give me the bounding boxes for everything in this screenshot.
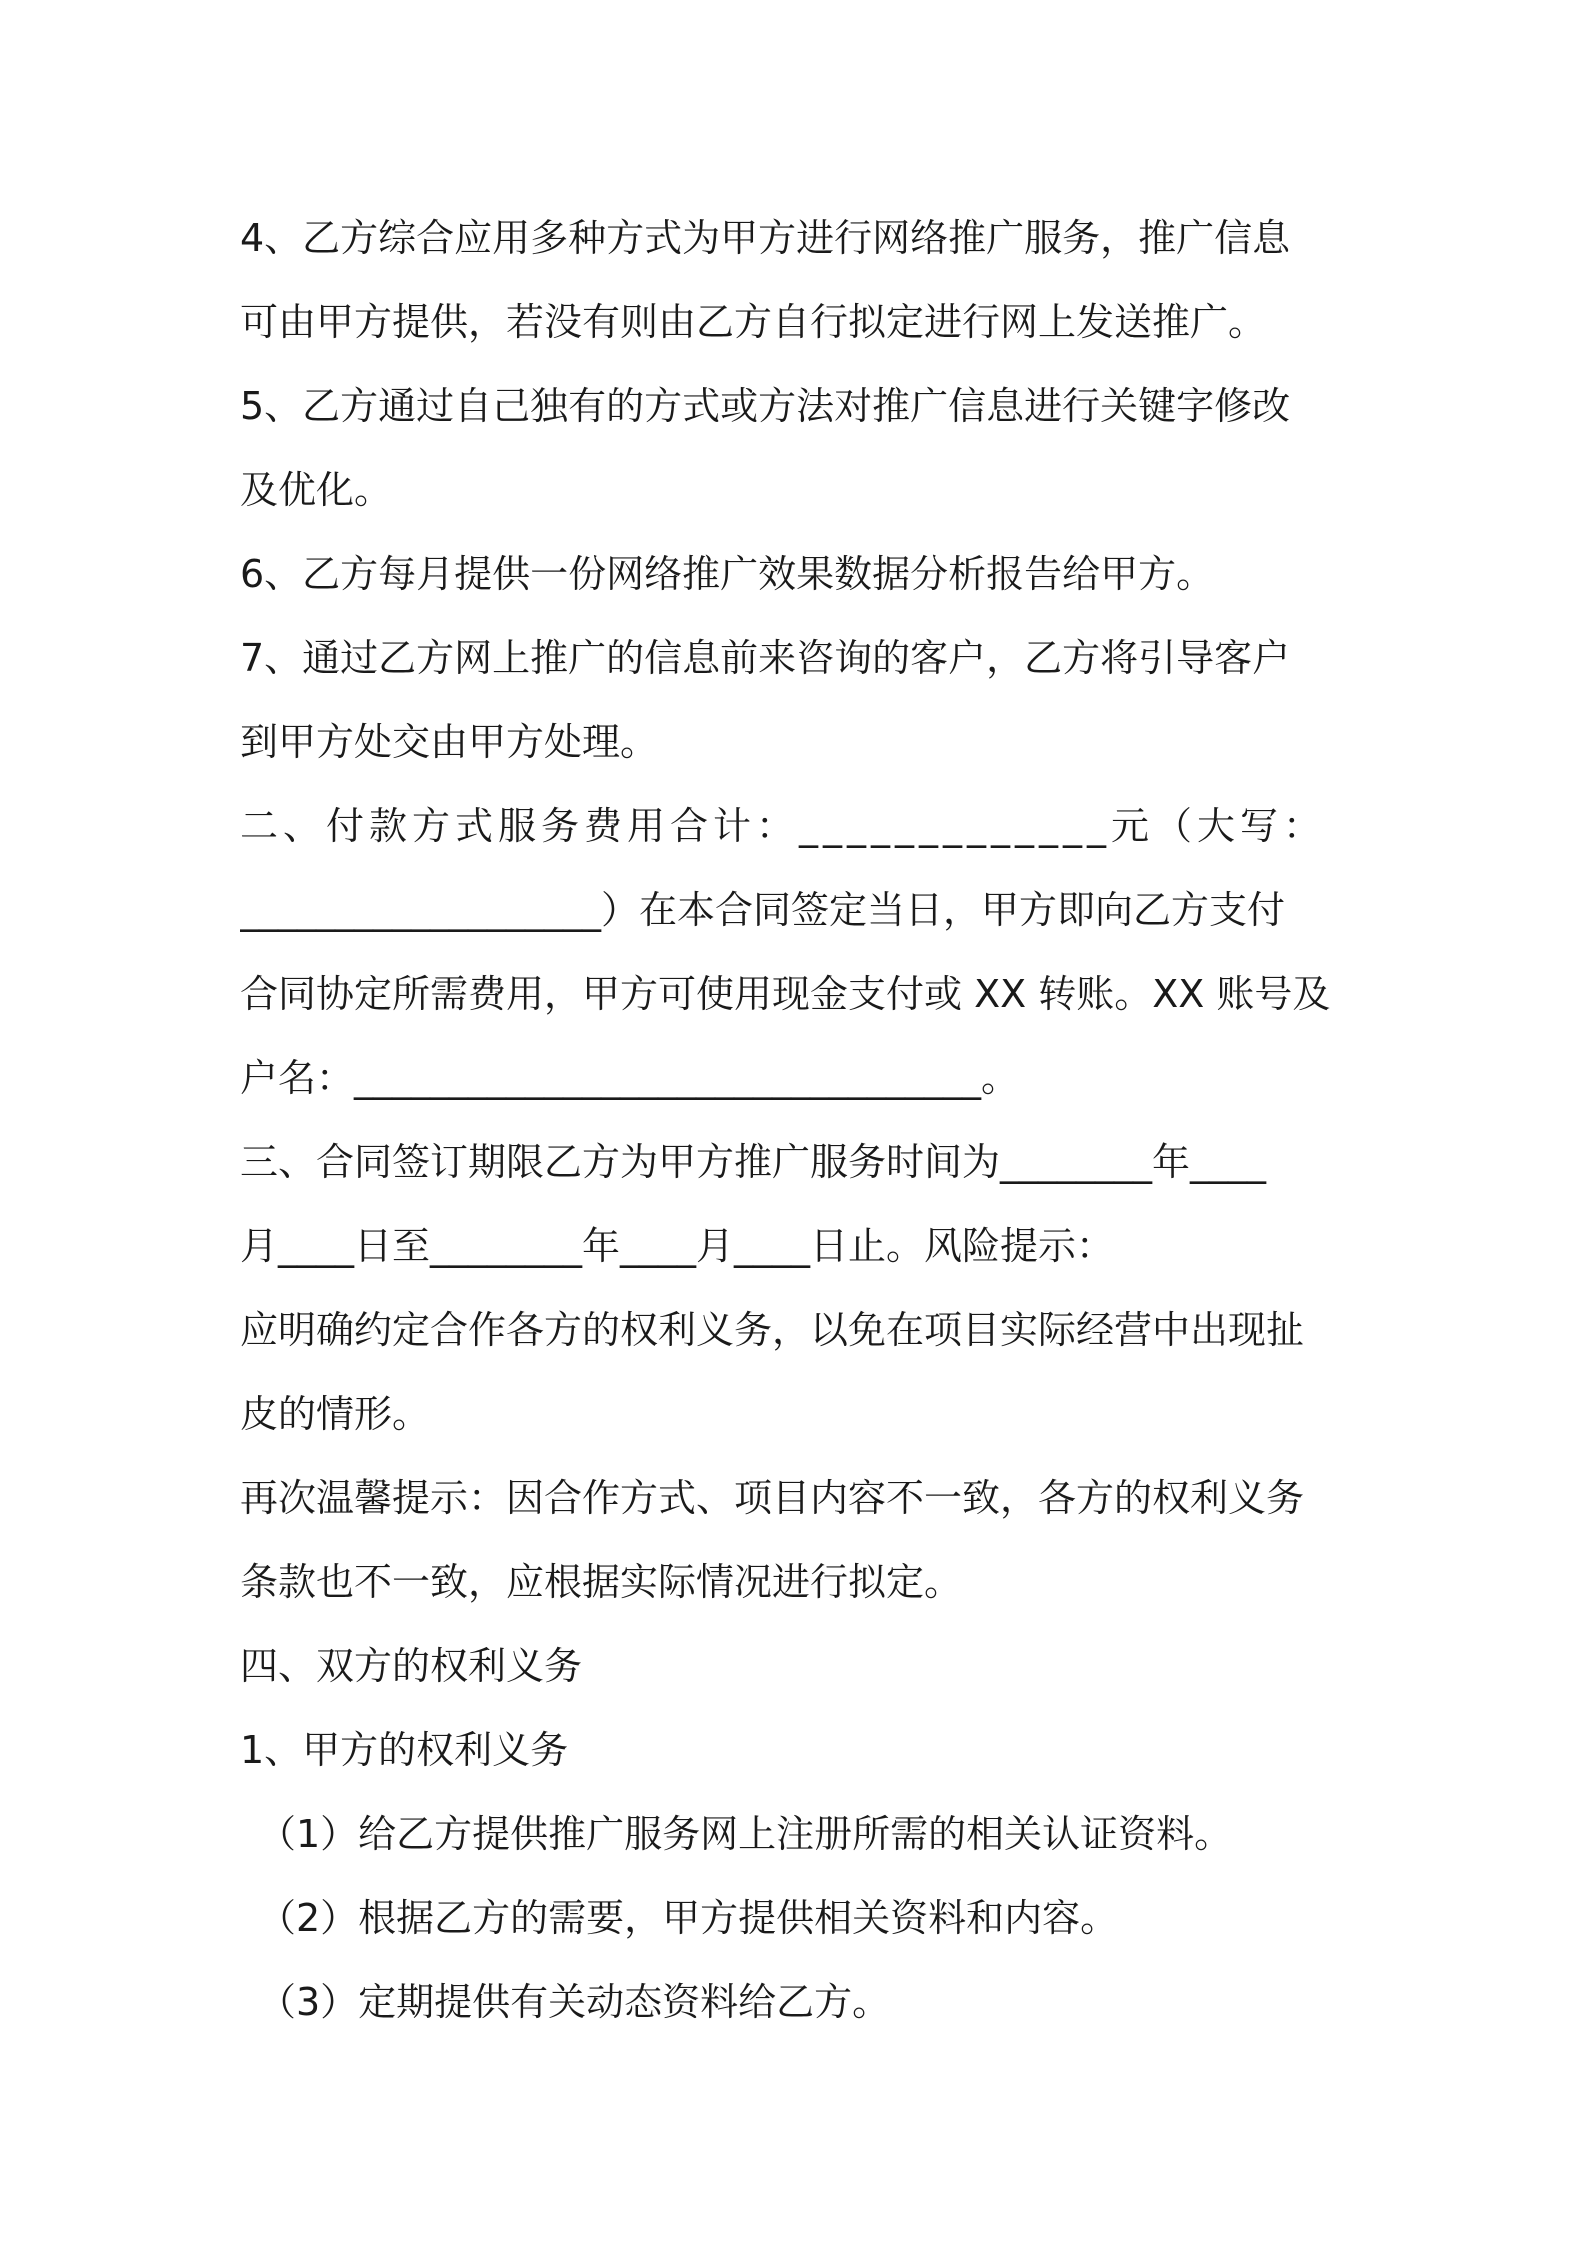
party-a-rights-heading: 1、甲方的权利义务 [240, 1728, 569, 1772]
payment-section-line-3: 合同协定所需费用，甲方可使用现金支付或 XX 转账。XX 账号及 [240, 972, 1331, 1016]
reminder-line-2: 条款也不一致，应根据实际情况进行拟定。 [240, 1560, 963, 1604]
term-section-line-2: 月____日至________年____月____日止。风险提示： [240, 1224, 1115, 1268]
party-a-item-3: （3）定期提供有关动态资料给乙方。 [258, 1980, 891, 2024]
risk-note-line-1: 应明确约定合作各方的权利义务，以免在项目实际经营中出现扯 [240, 1308, 1305, 1352]
risk-note-line-2: 皮的情形。 [240, 1392, 431, 1436]
term-section-line-1: 三、合同签订期限乙方为甲方推广服务时间为________年____ [240, 1140, 1267, 1184]
clause-6-line-1: 6、乙方每月提供一份网络推广效果数据分析报告给甲方。 [240, 552, 1215, 596]
party-a-item-1: （1）给乙方提供推广服务网上注册所需的相关认证资料。 [258, 1812, 1233, 1856]
payment-section-line-2: ___________________）在本合同签定当日，甲方即向乙方支付 [240, 888, 1286, 932]
clause-5-line-1: 5、乙方通过自己独有的方式或方法对推广信息进行关键字修改 [240, 384, 1291, 428]
document-body [240, 196, 1360, 2044]
payment-section-line-1: 二、付款方式服务费用合计：_____________元（大写： [240, 804, 1327, 848]
clause-7-line-1: 7、通过乙方网上推广的信息前来咨询的客户，乙方将引导客户 [240, 636, 1291, 680]
party-a-item-2: （2）根据乙方的需要，甲方提供相关资料和内容。 [258, 1896, 1119, 1940]
clause-5-line-2: 及优化。 [240, 468, 393, 512]
reminder-line-1: 再次温馨提示：因合作方式、项目内容不一致，各方的权利义务 [240, 1476, 1305, 1520]
clause-4-line-1: 4、乙方综合应用多种方式为甲方进行网络推广服务，推广信息 [240, 216, 1291, 260]
clause-4-line-2: 可由甲方提供，若没有则由乙方自行拟定进行网上发送推广。 [240, 300, 1267, 344]
rights-section-heading: 四、双方的权利义务 [240, 1644, 583, 1688]
payment-section-line-4: 户名：_________________________________。 [240, 1056, 1020, 1100]
clause-7-line-2: 到甲方处交由甲方处理。 [240, 720, 659, 764]
